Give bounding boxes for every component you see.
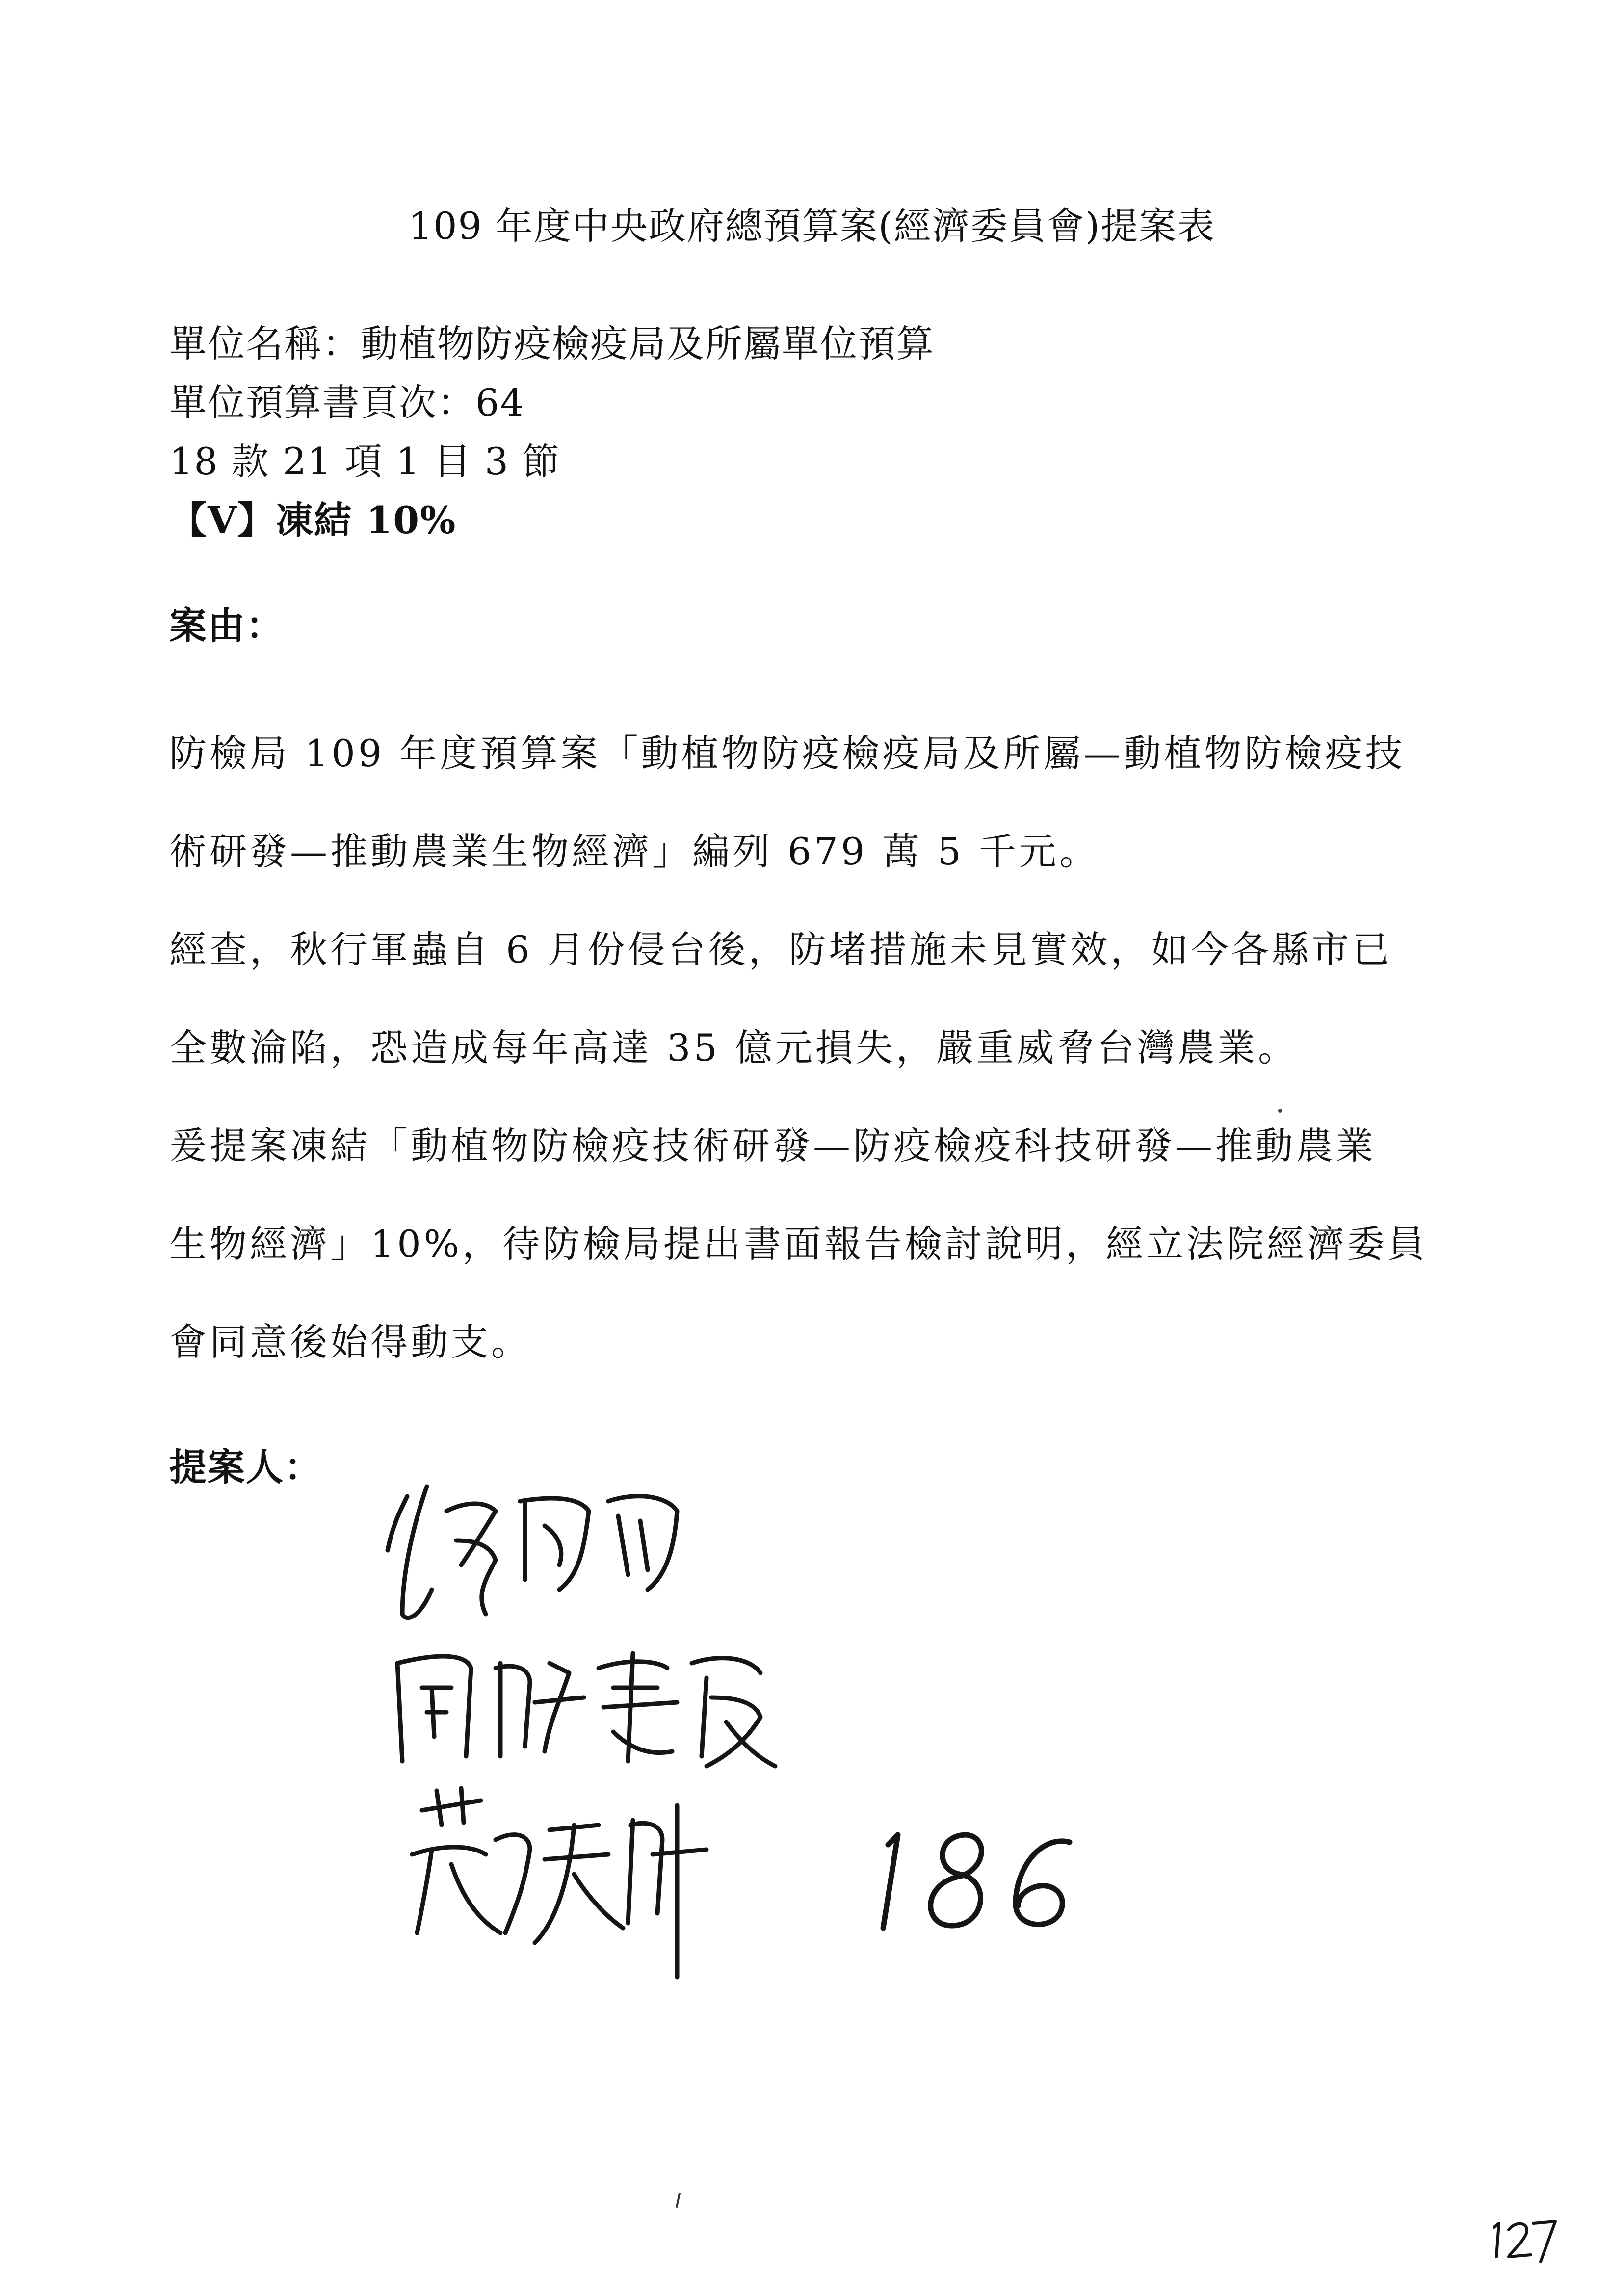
body-line: 會同意後始得動支。 (169, 1320, 531, 1364)
section-line: 18 款 21 項 1 目 3 節 (169, 440, 561, 483)
body-line: 防檢局 109 年度預算案「動植物防疫檢疫局及所屬—動植物防檢疫技 (169, 731, 1406, 775)
scan-speck (676, 2193, 681, 2208)
page-mark (1487, 2213, 1560, 2267)
unit-name-line: 單位名稱：動植物防疫檢疫局及所屬單位預算 (169, 322, 935, 365)
body-line: 經查，秋行軍蟲自 6 月份侵台後，防堵措施未見實效，如今各縣市已 (169, 928, 1392, 971)
handwritten-number (854, 1815, 1099, 1938)
signature-3 (402, 1776, 716, 1982)
body-line: 全數淪陷，恐造成每年高達 35 億元損失，嚴重威脅台灣農業。 (169, 1026, 1299, 1070)
signature-2 (383, 1634, 785, 1781)
body-line: 生物經濟」10%，待防檢局提出書面報告檢討說明，經立法院經濟委員 (169, 1222, 1428, 1266)
scan-speck (1278, 1109, 1282, 1113)
action-line: 【V】凍結 10% (169, 498, 457, 542)
budget-page-line: 單位預算書頁次：64 (169, 381, 525, 424)
signature-1 (373, 1467, 746, 1634)
reason-heading: 案由： (169, 604, 284, 648)
body-line: 術研發—推動農業生物經濟」編列 679 萬 5 千元。 (169, 830, 1100, 873)
proposer-heading: 提案人： (169, 1445, 322, 1489)
document-title: 109 年度中央政府總預算案(經濟委員會)提案表 (408, 204, 1216, 248)
body-line: 爰提案凍結「動植物防檢疫技術研發—防疫檢疫科技研發—推動農業 (169, 1124, 1376, 1168)
